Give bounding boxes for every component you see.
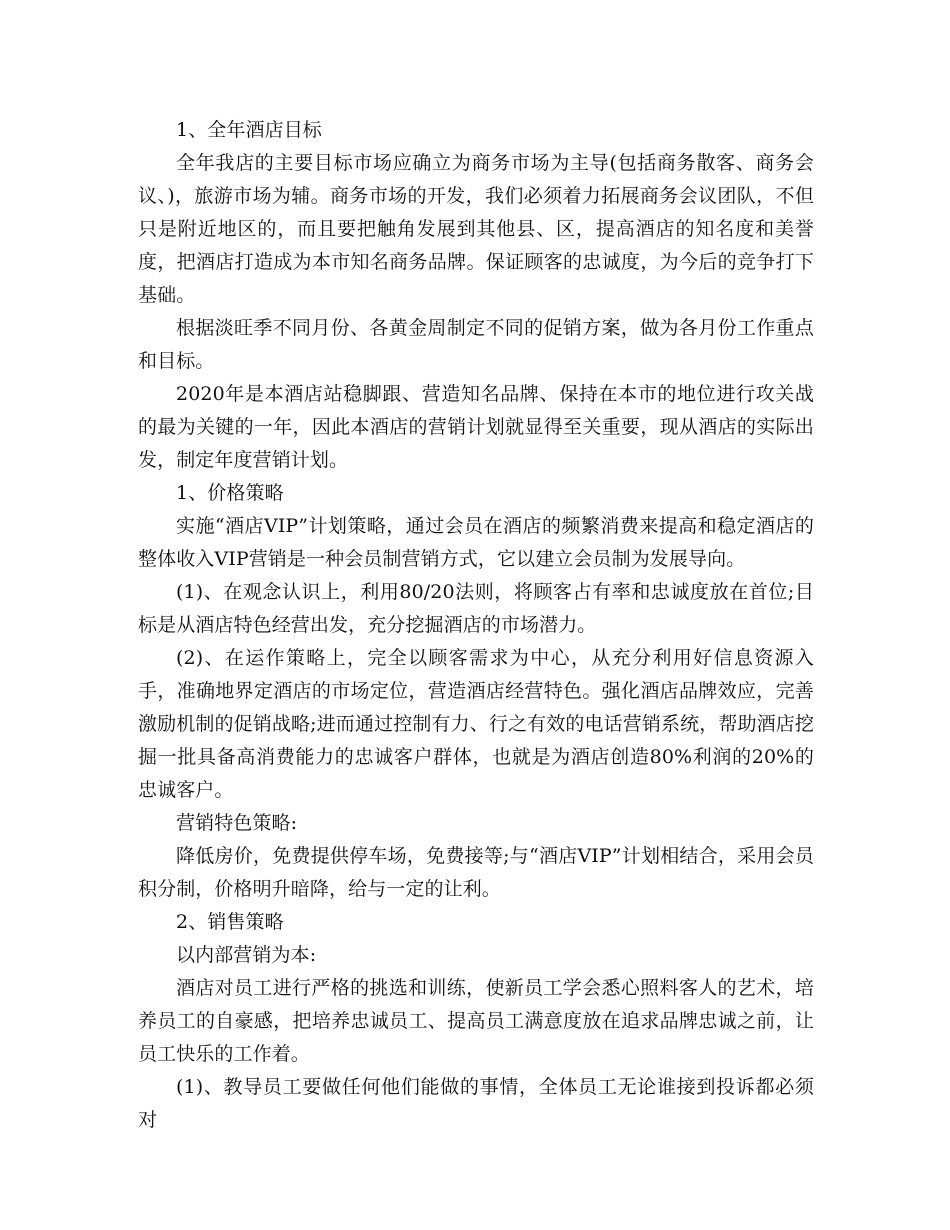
paragraph-staff-guidance: (1)、教导员工要做任何他们能做的事情，全体员工无论谁接到投诉都必须对 — [138, 1076, 814, 1131]
paragraph-2020-plan: 2020年是本酒店站稳脚跟、营造知名品牌、保持在本市的地位进行攻关战的最为关键的一年，因此本酒店的营销计划就显得至关重要，现从酒店的实际出发，制定年度营销计划。 — [138, 383, 814, 471]
heading-price-strategy: 1、价格策略 — [176, 482, 284, 504]
paragraph-staff-training: 酒店对员工进行严格的挑选和训练，使新员工学会悉心照料客人的艺术，培养员工的自豪感，把培养忠诚员工、提高员工满意度放在追求品牌忠诚之前，让员工快乐的工作着。 — [138, 977, 814, 1065]
paragraph-concept-80-20: (1)、在观念认识上，利用80/20法则，将顾客占有率和忠诚度放在首位;目标是从酒店特色经营出发，充分挖掘酒店的市场潜力。 — [138, 581, 814, 636]
paragraph-vip-plan: 实施“酒店VIP”计划策略，通过会员在酒店的频繁消费来提高和稳定酒店的整体收入VIP营销是一种会员制营销方式，它以建立会员制为发展导向。 — [138, 515, 814, 570]
heading-annual-hotel-goals: 1、全年酒店目标 — [176, 119, 322, 141]
paragraph-target-market: 全年我店的主要目标市场应确立为商务市场为主导(包括商务散客、商务会议、)，旅游市场为辅。商务市场的开发，我们必须着力拓展商务会议团队，不但只是附近地区的，而且要把触角发展到其他县、区，提高酒店的知名度和美誉度，把酒店打造成为本市知名商务品牌。保证顾客的忠诚度，为今后的竞争打下基础。 — [138, 152, 814, 306]
paragraph-operation-strategy: (2)、在运作策略上，完全以顾客需求为中心，从充分利用好信息资源入手，准确地界定酒店的市场定位，营造酒店经营特色。强化酒店品牌效应，完善激励机制的促销战略;进而通过控制有力、行之有效的电话营销系统，帮助酒店挖掘一批具备高消费能力的忠诚客户群体，也就是为酒店创造80%利润的20%的忠诚客户。 — [138, 647, 814, 801]
heading-sales-strategy: 2、销售策略 — [176, 911, 284, 933]
paragraph-price-reduction: 降低房价，免费提供停车场，免费接等;与“酒店VIP”计划相结合，采用会员积分制，价格明升暗降，给与一定的让利。 — [138, 845, 814, 900]
document-body — [138, 114, 814, 1137]
heading-marketing-features: 营销特色策略: — [176, 812, 298, 834]
heading-internal-marketing: 以内部营销为本: — [176, 944, 317, 966]
paragraph-seasonal-promotion: 根据淡旺季不同月份、各黄金周制定不同的促销方案，做为各月份工作重点和目标。 — [138, 317, 814, 372]
